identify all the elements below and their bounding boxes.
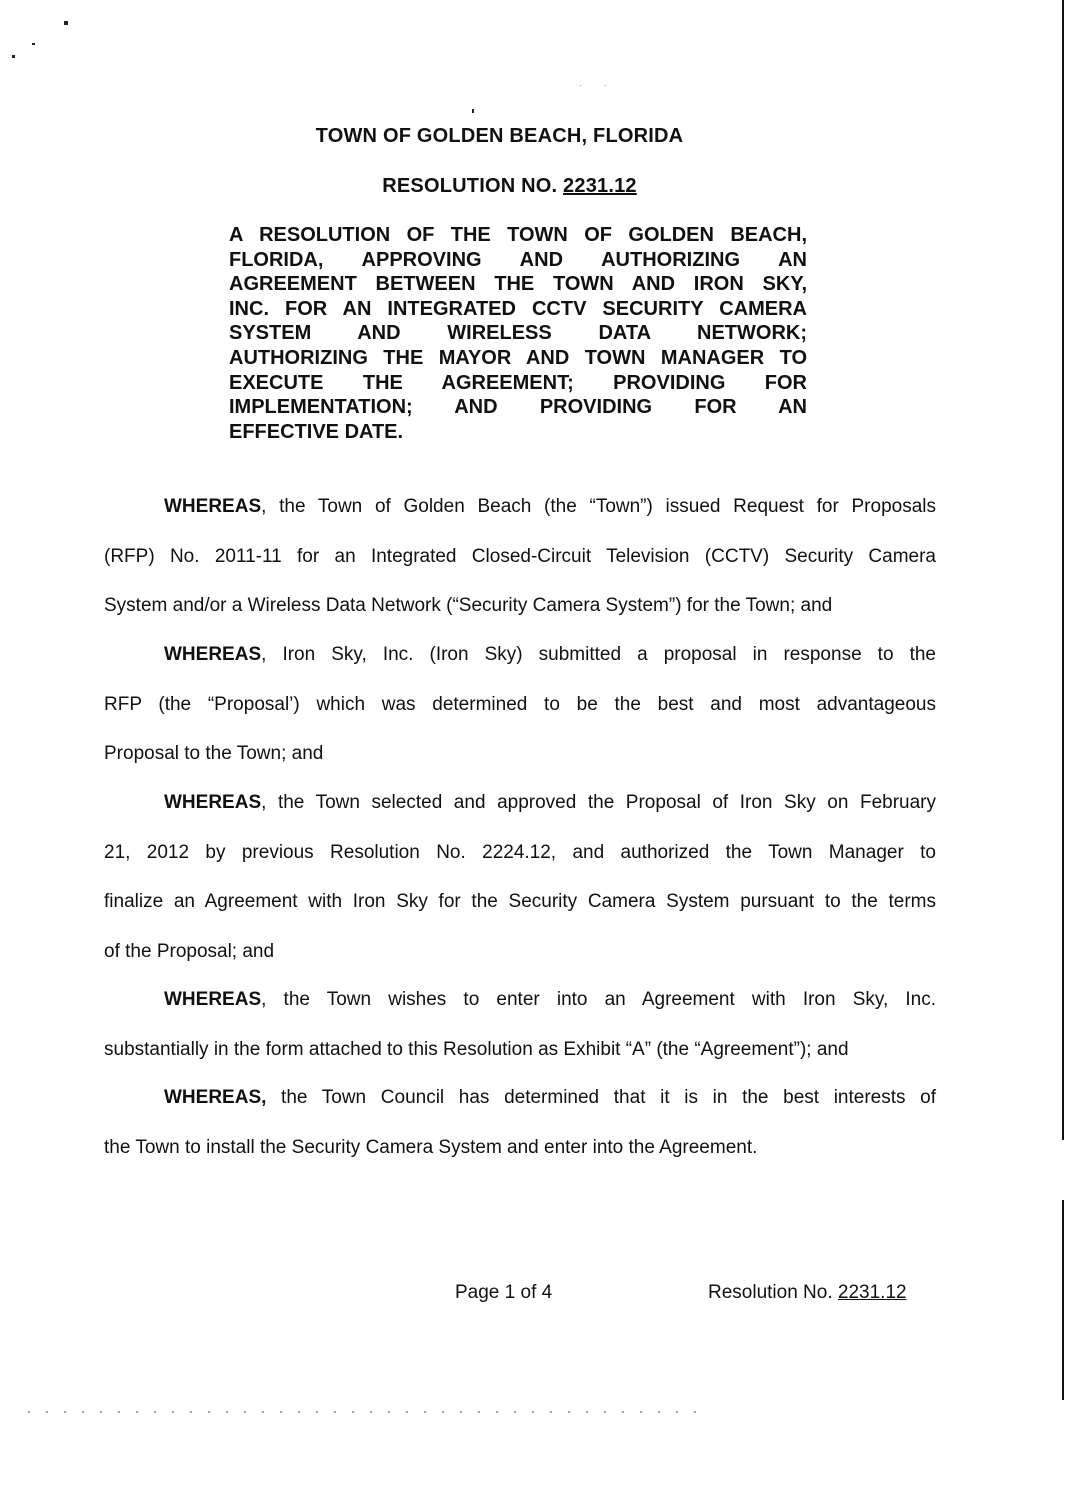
paragraph-line: RFP (the “Proposal’) which was determined to be the best and most advantageous — [104, 693, 936, 715]
paragraph-line: WHEREAS, the Town Council has determined that it is in the best interests of — [164, 1087, 936, 1108]
resolution-caption — [229, 223, 807, 444]
whereas-keyword: WHEREAS — [164, 496, 262, 517]
paragraph-line: (RFP) No. 2011-11 for an Integrated Closed-Circuit Television (CCTV) Security Camera — [104, 545, 936, 567]
whereas-paragraph — [104, 482, 936, 631]
paragraph-line: WHEREAS, the Town of Golden Beach (the “Town”) issued Request for Proposals — [164, 496, 936, 517]
resolution-heading: RESOLUTION NO. 2231.12 — [382, 175, 637, 197]
scan-speck — [472, 109, 474, 113]
footer-resolution-number: Resolution No. 2231.12 — [708, 1282, 907, 1303]
caption-line: SYSTEM AND WIRELESS DATA NETWORK; — [229, 322, 807, 345]
scan-speck — [580, 85, 581, 86]
scan-speck — [605, 85, 606, 86]
caption-line: IMPLEMENTATION; AND PROVIDING FOR AN — [229, 396, 807, 419]
scan-edge-gap — [1062, 1140, 1064, 1200]
paragraph-line: WHEREAS, the Town selected and approved the Proposal of Iron Sky on February — [164, 792, 936, 813]
whereas-keyword: WHEREAS — [164, 644, 262, 665]
caption-line: EXECUTE THE AGREEMENT; PROVIDING FOR — [229, 371, 807, 394]
whereas-paragraph — [104, 630, 936, 779]
scan-dot-artifacts — [20, 1411, 700, 1413]
caption-line: INC. FOR AN INTEGRATED CCTV SECURITY CAMERA — [229, 297, 807, 320]
caption-line: AGREEMENT BETWEEN THE TOWN AND IRON SKY, — [229, 273, 807, 296]
paragraph-line: 21, 2012 by previous Resolution No. 2224.12, and authorized the Town Manager to — [104, 841, 936, 863]
page-number: Page 1 of 4 — [455, 1282, 553, 1303]
whereas-paragraph — [104, 1073, 936, 1172]
paragraph-line: the Town to install the Security Camera System and enter into the Agreement. — [104, 1136, 758, 1158]
paragraph-line: Proposal to the Town; and — [104, 743, 324, 764]
whereas-paragraph — [104, 975, 936, 1074]
paragraph-line: substantially in the form attached to this Resolution as Exhibit “A” (the “Agreement”); and — [104, 1038, 849, 1060]
paragraph-line: System and/or a Wireless Data Network (“Security Camera System”) for the Town; and — [104, 595, 833, 616]
paragraph-line: WHEREAS, Iron Sky, Inc. (Iron Sky) submitted a proposal in response to the — [164, 644, 936, 665]
resolution-number: 2231.12 — [563, 175, 637, 197]
town-title: TOWN OF GOLDEN BEACH, FLORIDA — [315, 125, 684, 147]
paragraph-line: of the Proposal; and — [104, 940, 275, 962]
caption-line: A RESOLUTION OF THE TOWN OF GOLDEN BEACH, — [229, 224, 807, 246]
caption-line: AUTHORIZING THE MAYOR AND TOWN MANAGER TO — [229, 346, 807, 369]
scan-speck — [32, 43, 35, 45]
scan-speck — [12, 55, 15, 58]
caption-line: FLORIDA, APPROVING AND AUTHORIZING AN — [229, 248, 807, 271]
whereas-keyword: WHEREAS, — [164, 1087, 267, 1108]
caption-line: EFFECTIVE DATE. — [229, 420, 404, 443]
whereas-keyword: WHEREAS — [164, 989, 262, 1010]
whereas-keyword: WHEREAS — [164, 792, 262, 813]
scan-speck — [64, 21, 68, 25]
whereas-paragraph — [104, 778, 936, 976]
paragraph-line: finalize an Agreement with Iron Sky for the Security Camera System pursuant to the terms — [104, 891, 936, 912]
paragraph-line: WHEREAS, the Town wishes to enter into an Agreement with Iron Sky, Inc. — [164, 989, 936, 1010]
